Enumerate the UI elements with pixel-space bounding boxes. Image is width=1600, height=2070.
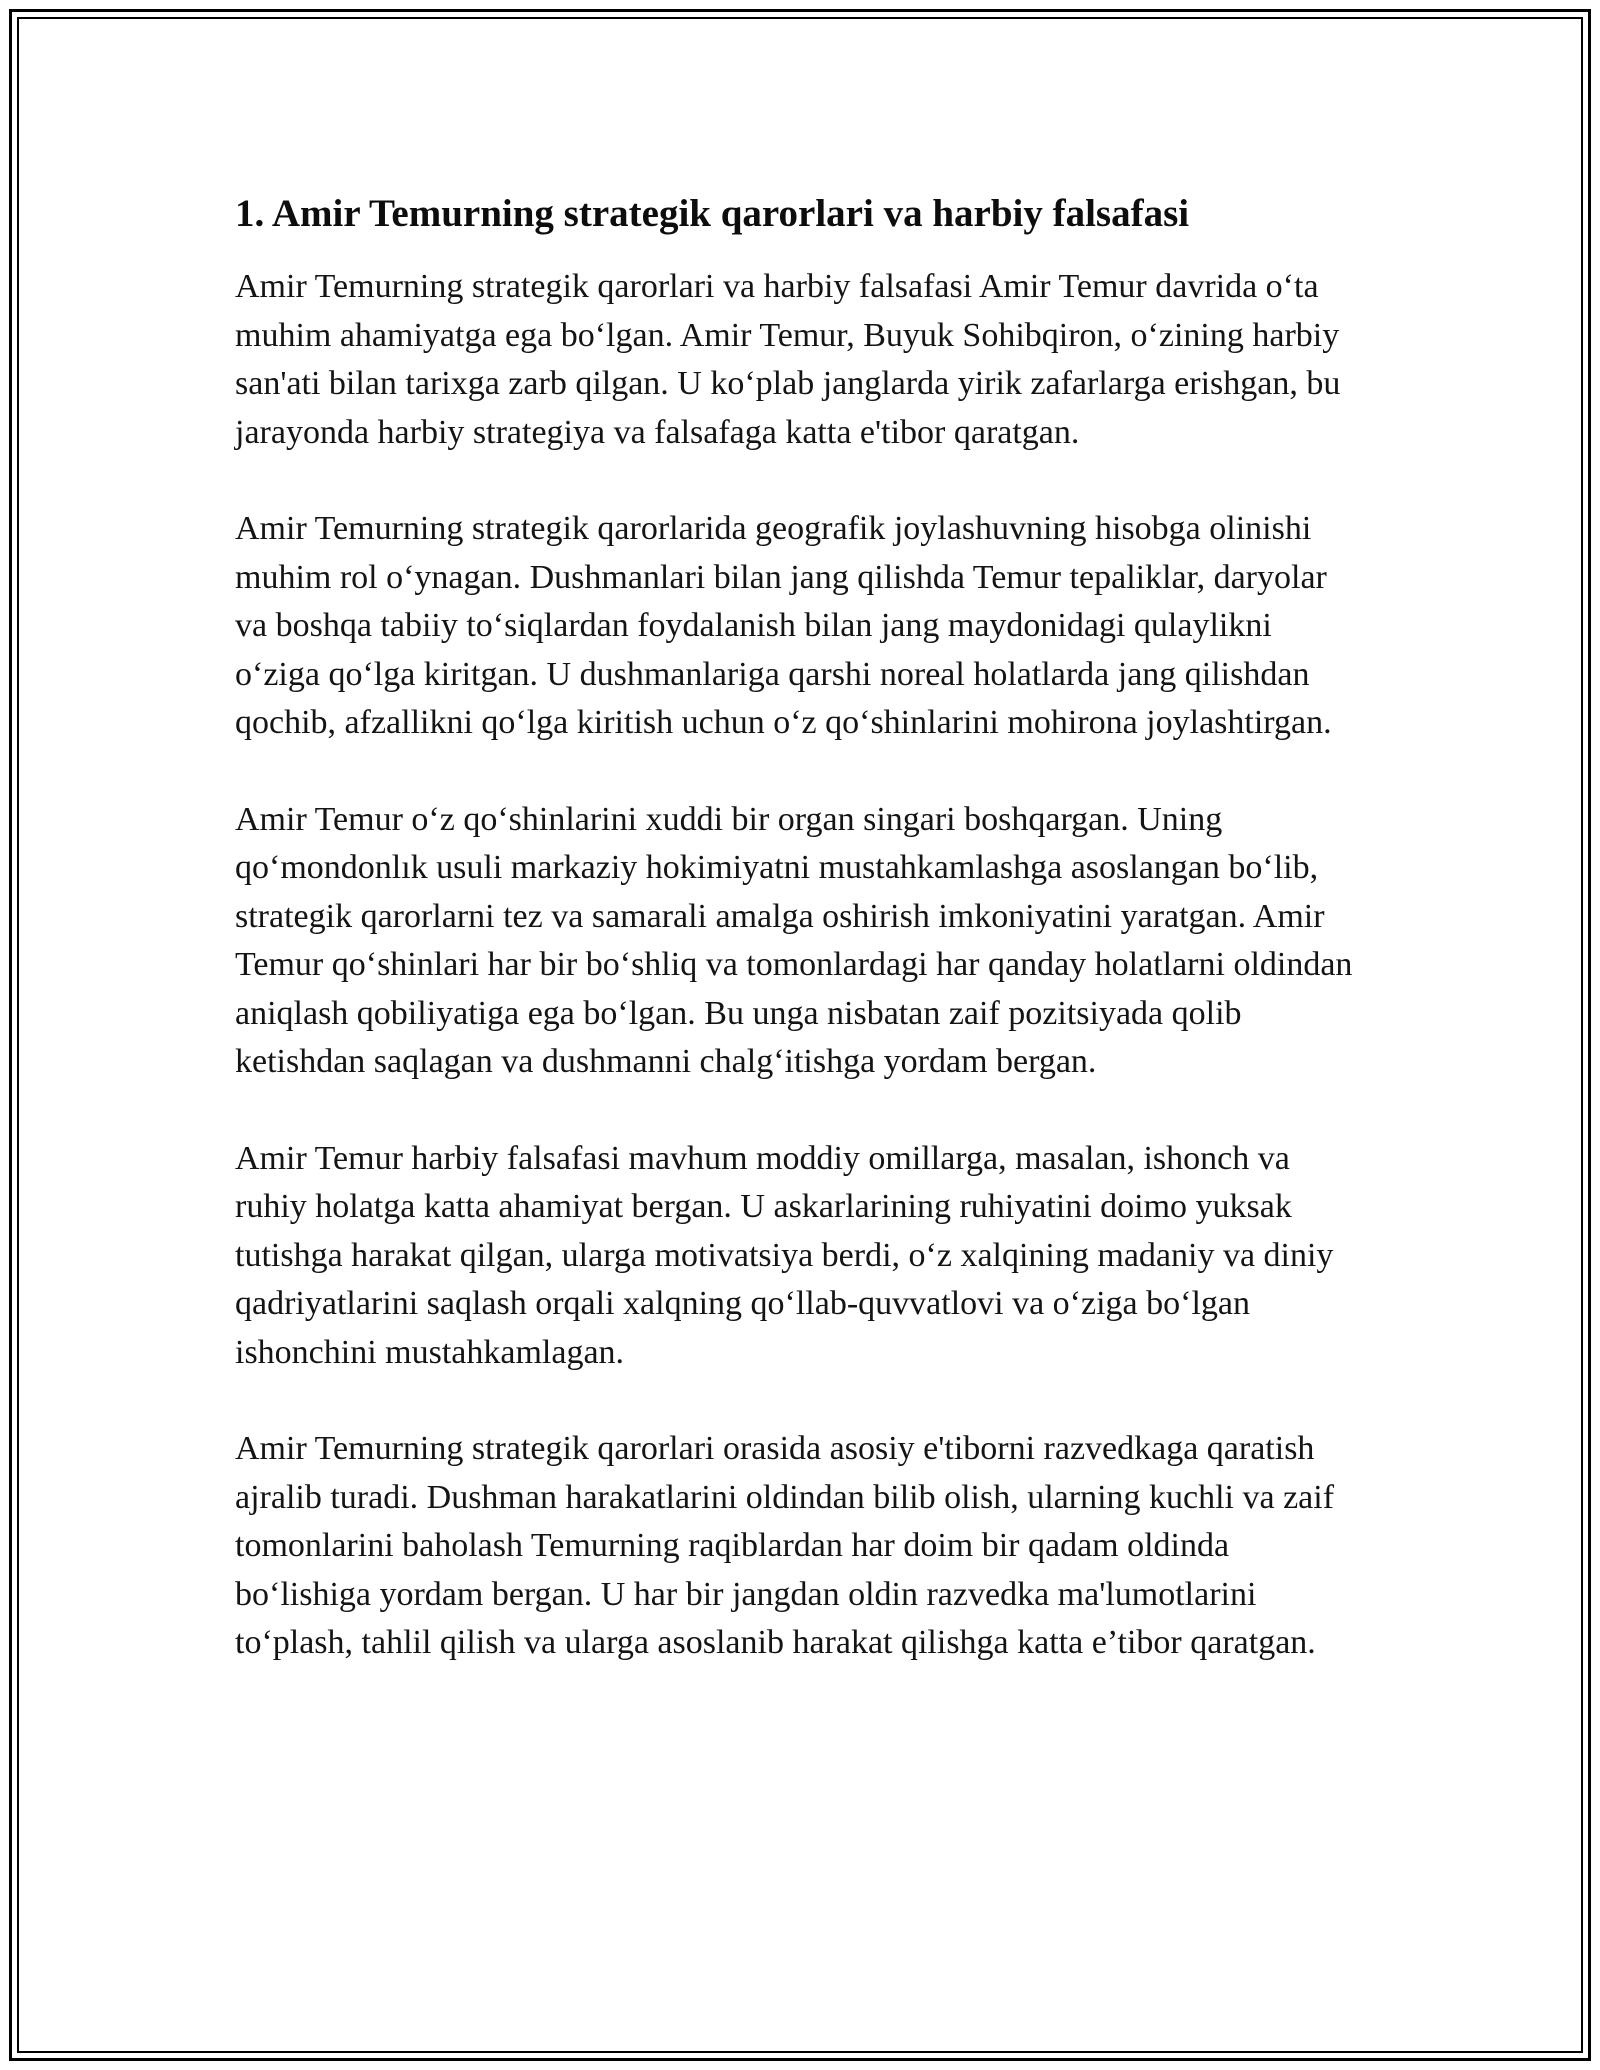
- document-body: [235, 185, 1355, 1716]
- paragraph-1: Amir Temurning strategik qarorlari va harbiy falsafasi Amir Temur davrida o‘ta muhim ahamiyatga ega bo‘lgan. Amir Temur, Buyuk Sohibqiron, o‘zining harbiy san'ati bilan tarixga zarb qilgan. U ko‘plab janglarda yirik zafarlarga erishgan, bu jarayonda harbiy strategiya va falsafaga katta e'tibor qaratgan.: [235, 268, 1341, 451]
- paragraph-3: Amir Temur o‘z qo‘shinlarini xuddi bir organ singari boshqargan. Uning qo‘mondonlık usuli markaziy hokimiyatni mustahkamlashga asoslangan bo‘lib, strategik qarorlarni tez va samarali amalga oshirish imkoniyatini yaratgan. Amir Temur qo‘shinlari har bir bo‘shliq va tomonlardagi har qanday holatlarni oldindan aniqlash qobiliyatiga ega bo‘lgan. Bu unga nisbatan zaif pozitsiyada qolib ketishdan saqlagan va dushmanni chalg‘itishga yordam bergan.: [235, 800, 1353, 1080]
- paragraph-4: Amir Temur harbiy falsafasi mavhum moddiy omillarga, masalan, ishonch va ruhiy holatga katta ahamiyat bergan. U askarlarining ruhiyatini doimo yuksak tutishga harakat qilgan, ularga motivatsiya berdi, o‘z xalqining madaniy va diniy qadriyatlarini saqlash orqali xalqning qo‘llab-quvvatlovi va o‘ziga bo‘lgan ishonchini mustahkamlagan.: [235, 1139, 1334, 1371]
- section-heading: 1. Amir Temurning strategik qarorlari va harbiy falsafasi: [235, 192, 1190, 235]
- paragraph-5: Amir Temurning strategik qarorlari orasida asosiy e'tiborni razvedkaga qaratish ajralib turadi. Dushman harakatlarini oldindan bilib olish, ularning kuchli va zaif tomonlarini baholash Temurning raqiblardan har doim bir qadam oldinda bo‘lishiga yordam bergan. U har bir jangdan oldin razvedka ma'lumotlarini to‘plash, tahlil qilish va ularga asoslanib harakat qilishga katta e’tibor qaratgan.: [235, 1430, 1335, 1661]
- paragraph-2: Amir Temurning strategik qarorlarida geografik joylashuvning hisobga olinishi muhim rol o‘ynagan. Dushmanlari bilan jang qilishda Temur tepaliklar, daryolar va boshqa tabiiy to‘siqlardan foydalanish bilan jang maydonidagi qulaylikni o‘ziga qo‘lga kiritgan. U dushmanlariga qarshi noreal holatlarda jang qilishdan qochib, afzallikni qo‘lga kiritish uchun o‘z qo‘shinlarini mohirona joylashtirgan.: [235, 510, 1332, 741]
